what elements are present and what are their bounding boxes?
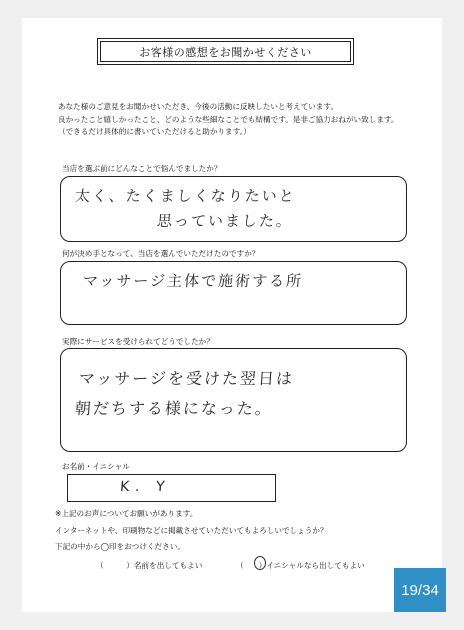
answer-1-line-2: 思っていました。	[156, 212, 294, 230]
answer-1-box	[60, 176, 407, 242]
intro-line-1: あなた様のご意見をお聞かせいただき、今後の活動に反映したいと考えています。	[58, 102, 339, 111]
name-box	[67, 474, 276, 502]
intro-text	[58, 101, 418, 139]
option-name: （ ）名前を出してもよい	[96, 561, 203, 570]
answer-2-box	[60, 261, 407, 325]
question-3-label: 実際にサービスを受けられてどうでしたか？	[62, 337, 214, 346]
page-counter[interactable]: 19/34	[394, 568, 446, 612]
name-label: お名前・イニシャル	[62, 462, 130, 471]
question-1-label: 当店を選ぶ前にどんなことで悩んでましたか？	[62, 164, 222, 173]
handwritten-circle-mark	[254, 556, 266, 570]
answer-3-line-1: マッサージを受けた翌日は	[78, 369, 295, 388]
footer-line-1: インターネットや、印刷物などに掲載させていただいてもよろしいでしょうか？	[55, 526, 328, 535]
footer-line-2: 下記の中から◯印をおつけください。	[55, 542, 185, 551]
footer-note: ※上記のお声についてお願いがあります。	[55, 509, 198, 518]
answer-2-line-1: マッサージ主体で施術する所	[82, 272, 304, 290]
intro-line-3: （できるだけ具体的に書いていただけると助かります。）	[58, 127, 252, 136]
option-initial: （ ）イニシャルなら出してもよい	[236, 561, 365, 570]
intro-line-2: 良かったこと嬉しかったこと、どのような些細なことでも結構です。是非ご協力おねがい致します。	[58, 114, 399, 124]
answer-1-line-1: 太く、たくましくなりたいと	[74, 187, 297, 205]
name-value: K. Y	[119, 479, 172, 495]
answer-3-line-2: 朝だちする様になった。	[74, 399, 274, 418]
question-2-label: 何が決め手となって、当店を選んでいただけたのですか？	[62, 249, 260, 258]
survey-title: お客様の感想をお聞かせください	[100, 41, 351, 62]
answer-3-box	[60, 348, 407, 452]
